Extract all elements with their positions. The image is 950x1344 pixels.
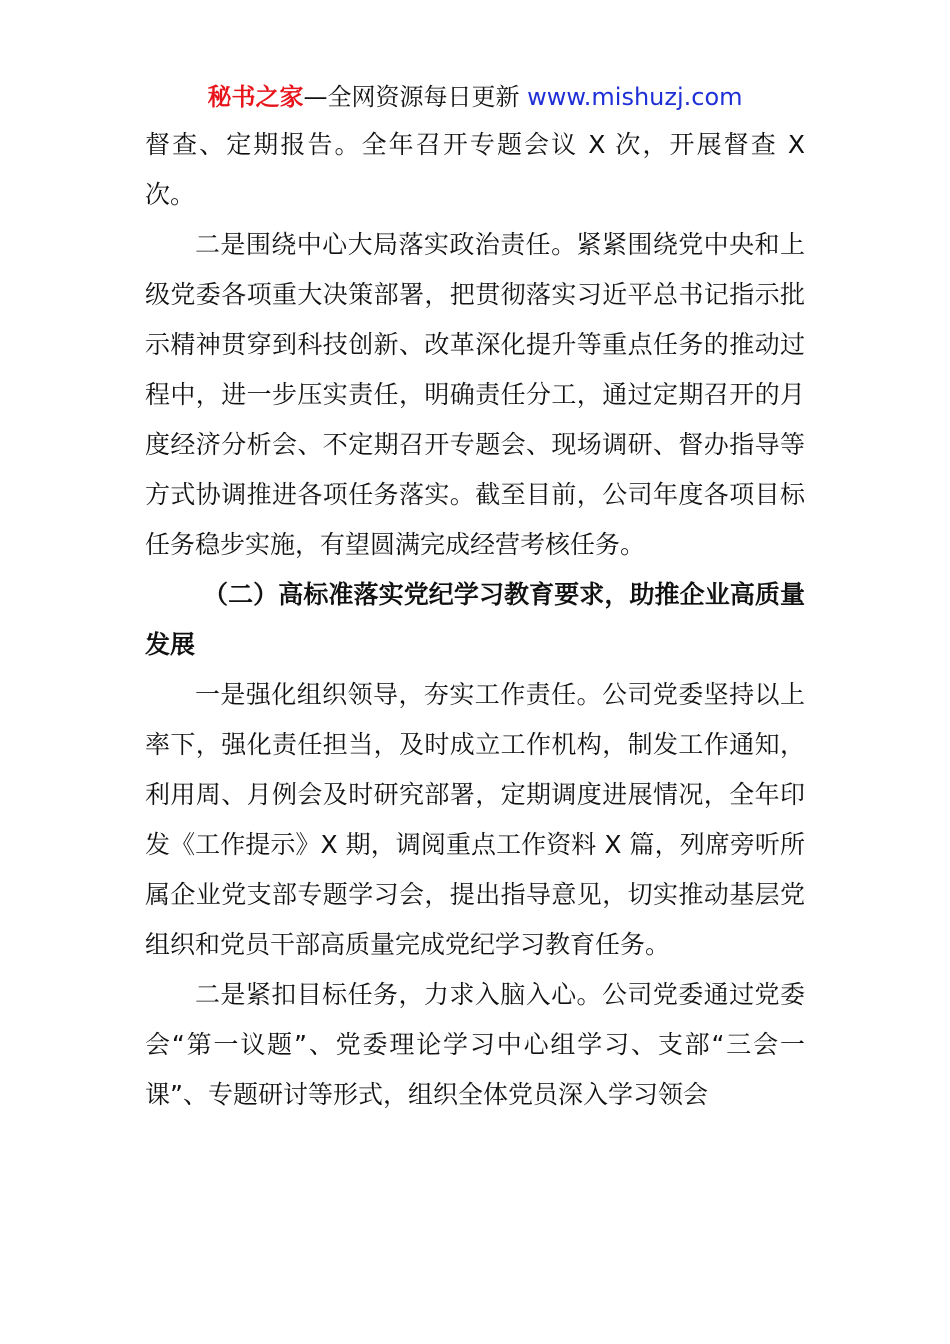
site-header: [0, 80, 950, 114]
paragraph-target-tasks: 二是紧扣目标任务，力求入脑入心。公司党委通过党委会“第一议题”、党委理论学习中心组学习、支部“三会一课”、专题研讨等形式，组织全体党员深入学习领会: [145, 980, 805, 1109]
site-tagline: —全网资源每日更新: [303, 83, 528, 111]
paragraph-continued: 督查、定期报告。全年召开专题会议 X 次，开展督查 X 次。: [145, 130, 805, 209]
section-heading: （二）高标准落实党纪学习教育要求，助推企业高质量发展: [145, 580, 805, 659]
site-url-link[interactable]: www.mishuzj.com: [527, 83, 743, 111]
paragraph-organizational-leadership: 一是强化组织领导，夯实工作责任。公司党委坚持以上率下，强化责任担当，及时成立工作机构，制发工作通知，利用周、月例会及时研究部署，定期调度进展情况，全年印发《工作提示》X 期，调阅重点工作资料 X 篇，列席旁听所属企业党支部专题学习会，提出指导意见，切实推动基层党组织和党员干部高质量完成党纪学习教育任务。: [145, 680, 805, 959]
document-body: [145, 120, 805, 1120]
paragraph-political-responsibility: 二是围绕中心大局落实政治责任。紧紧围绕党中央和上级党委各项重大决策部署，把贯彻落实习近平总书记指示批示精神贯穿到科技创新、改革深化提升等重点任务的推动过程中，进一步压实责任，明确责任分工，通过定期召开的月度经济分析会、不定期召开专题会、现场调研、督办指导等方式协调推进各项任务落实。截至目前，公司年度各项目标任务稳步实施，有望圆满完成经营考核任务。: [145, 230, 805, 559]
site-brand: 秘书之家: [207, 83, 304, 111]
